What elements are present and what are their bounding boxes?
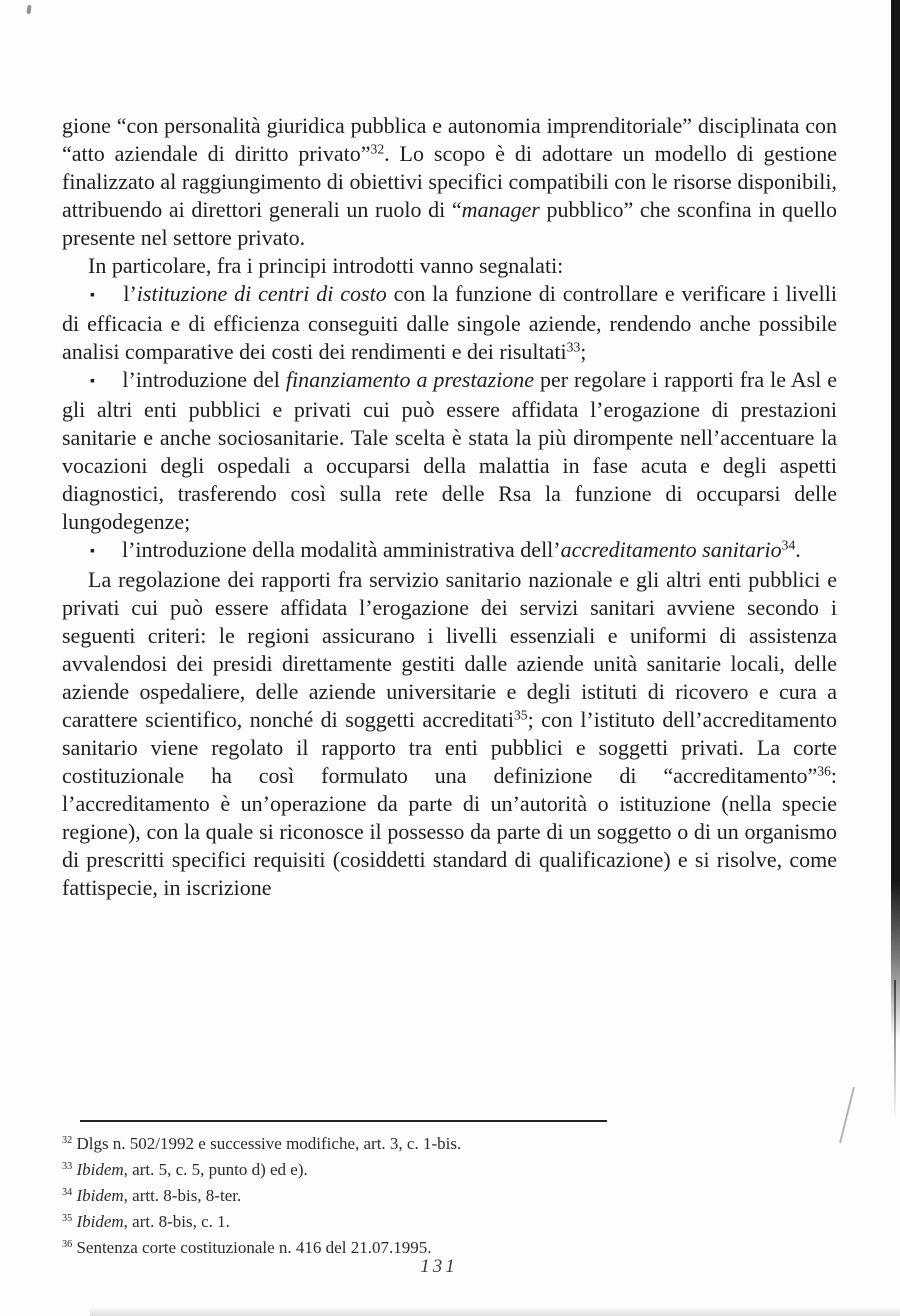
scan-edge-right — [891, 0, 900, 1040]
bullet-item-2: ▪ l’introduzione del finanziamento a prestazione per regolare i rapporti fra le Asl e gli altri enti pubblici e privati cui può essere affidata l’erogazione di prestazioni sanitarie e anche sociosanitarie. Tale scelta è stata la più dirompente nell’accentuare la vocazioni degli ospedali a occuparsi della malattia in fase acuta e degli aspetti diagnostici, trasferendo così sulla rete delle Rsa la funzione di occuparsi delle lungodegenze; — [62, 367, 837, 534]
intro-line: In particolare, fra i principi introdotti vanno segnalati: — [88, 253, 564, 278]
page-number: 131 — [420, 1256, 458, 1277]
bullet-item-3: ▪ l’introduzione della modalità amministrativa dell’accreditamento sanitario$^{34}$. — [90, 537, 801, 562]
footnote-35: $^{35}$ Ibidem, art. 8-bis, c. 1. — [62, 1212, 230, 1231]
scan-edge-right-lower — [894, 980, 896, 1120]
footnote-32: $^{32}$ Dlgs n. 502/1992 e successive modifiche, art. 3, c. 1-bis. — [62, 1134, 462, 1153]
body-paragraph-2: La regolazione dei rapporti fra servizio sanitario nazionale e gli altri enti pubblici e privati cui può essere affidata l’erogazione dei servizi sanitari avviene secondo i seguenti criteri: le regioni assicurano i livelli essenziali e uniformi di assistenza avvalendosi dei presidi direttamente gestiti dalle aziende unità sanitarie locali, delle aziende ospedaliere, delle aziende universitarie e degli istituti di ricovero e cura a carattere scientifico, nonché di soggetti accreditati$^{35}$; con l’istituto dell’accreditamento sanitario viene regolato il rapporto tra enti pubblici e soggetti privati. La corte costituzionale ha così formulato una definizione di “accreditamento”$^{36}$: l’accreditamento è un’operazione da parte di un’autorità o istituzione (nella specie regione), con la quale si riconosce il possesso da parte di un soggetto o di un organismo di prescritti specifici requisiti (cosiddetti standard di qualificazione) e si risolve, come fattispecie, in iscrizione — [62, 567, 837, 900]
scan-speck-top-left — [26, 5, 31, 14]
footnotes-section — [62, 1120, 837, 1261]
footnote-33: $^{33}$ Ibidem, art. 5, c. 5, punto d) ed e). — [62, 1160, 308, 1179]
footnote-34: $^{34}$ Ibidem, artt. 8-bis, 8-ter. — [62, 1186, 242, 1205]
footnote-separator — [80, 1120, 607, 1122]
page-text — [62, 112, 837, 902]
body-paragraph-1: gione “con personalità giuridica pubblica e autonomia imprenditoriale” disciplinata con “atto aziendale di diritto privato”$^{32}$. Lo scopo è di adottare un modello di gestione finalizzato al raggiungimento di obiettivi specifici compatibili con le risorse disponibili, attribuendo ai direttori generali un ruolo di “manager pubblico” che sconfina in quello presente nel settore privato. — [62, 113, 838, 250]
pen-scratch-mark — [839, 1087, 855, 1144]
scan-edge-bottom — [90, 1307, 900, 1316]
bullet-item-1: ▪ l’istituzione di centri di costo con la funzione di controllare e verificare i livelli di efficacia e di efficienza conseguiti dalle singole aziende, rendendo anche possibile analisi comparative dei costi dei rendimenti e dei risultati$^{33}$; — [62, 281, 837, 364]
footnote-36: $^{36}$ Sentenza corte costituzionale n. 416 del 21.07.1995. — [62, 1238, 432, 1257]
